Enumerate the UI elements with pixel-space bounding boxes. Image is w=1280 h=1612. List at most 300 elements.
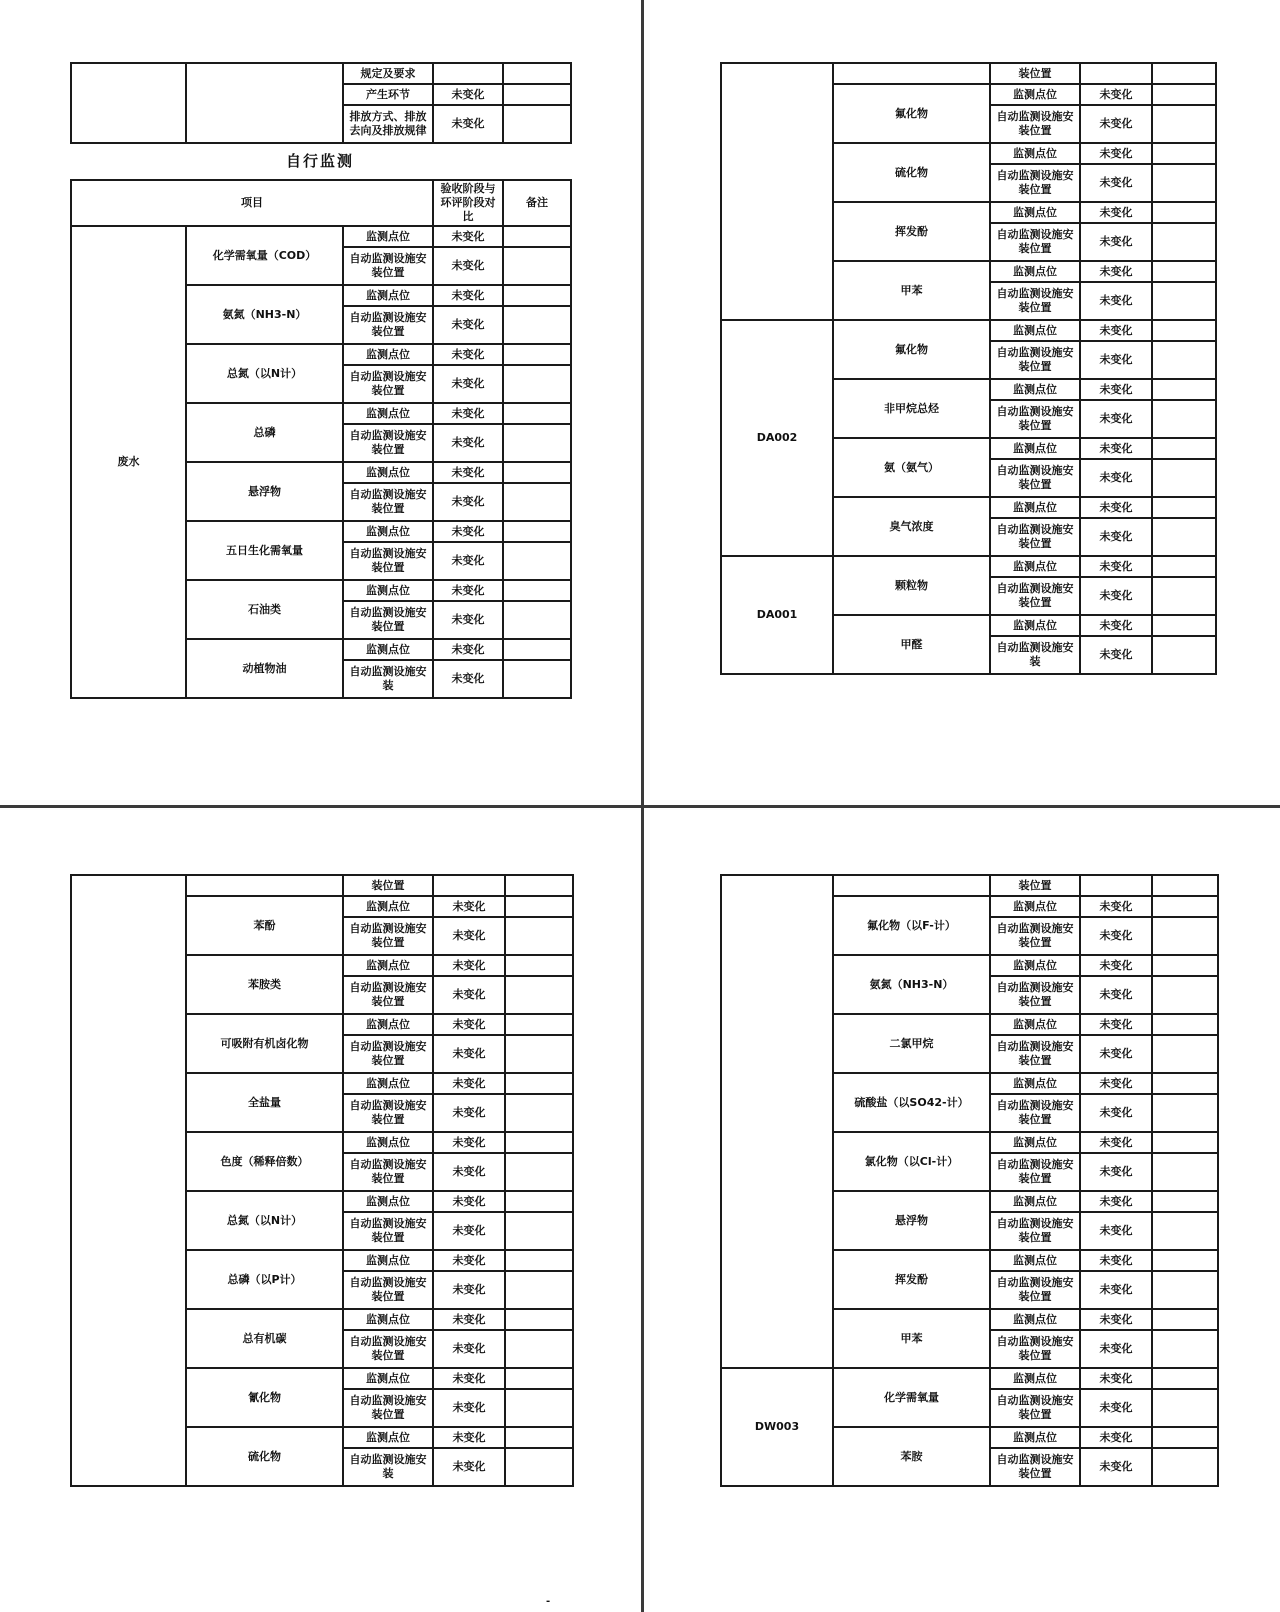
cell-item: 监测点位 (990, 497, 1080, 518)
cell-note (1152, 320, 1216, 341)
cell-pollutant: 臭气浓度 (833, 497, 990, 556)
cell-item: 监测点位 (990, 556, 1080, 577)
cell-item: 自动监测设施安装位置 (990, 1448, 1080, 1486)
cell-note (503, 84, 571, 105)
cell-pollutant: 氟化物 (833, 84, 990, 143)
cell-note (1152, 1094, 1218, 1132)
cell-note (505, 1389, 573, 1427)
cell-change: 未变化 (1080, 1014, 1152, 1035)
cell-pollutant: 氨氮（NH3-N） (186, 285, 343, 344)
cell-change: 未变化 (433, 285, 503, 306)
cell-note (1152, 636, 1216, 674)
cell-item: 装位置 (990, 875, 1080, 896)
cell-note (503, 226, 571, 247)
cell-change: 未变化 (1080, 84, 1152, 105)
table-body (721, 875, 1218, 1486)
cell-note (1152, 518, 1216, 556)
cell-change: 未变化 (433, 1271, 505, 1309)
cell-change: 未变化 (1080, 261, 1152, 282)
cell-item: 自动监测设施安装位置 (990, 400, 1080, 438)
cell-note (1152, 379, 1216, 400)
cell-category (71, 875, 186, 1486)
cell-pollutant: 悬浮物 (833, 1191, 990, 1250)
cell-item: 装位置 (343, 875, 433, 896)
cell-item: 监测点位 (343, 226, 433, 247)
cell-note (1152, 556, 1216, 577)
cell-item: 监测点位 (990, 320, 1080, 341)
cell-change: 未变化 (433, 1250, 505, 1271)
header-change: 验收阶段与环评阶段对比 (433, 180, 503, 226)
cell-item: 自动监测设施安装位置 (990, 577, 1080, 615)
table-row (71, 875, 573, 896)
cell-change: 未变化 (1080, 1191, 1152, 1212)
cell-note (1152, 459, 1216, 497)
cell-pollutant: 甲苯 (833, 1309, 990, 1368)
cell-note (505, 1212, 573, 1250)
cell-note (1152, 1073, 1218, 1094)
table-row (721, 875, 1218, 896)
cell-change: 未变化 (433, 580, 503, 601)
cell-note (1152, 577, 1216, 615)
cell-change: 未变化 (1080, 518, 1152, 556)
page-top-left (70, 62, 570, 699)
cell-item: 自动监测设施安装位置 (990, 1153, 1080, 1191)
cell-note (1152, 261, 1216, 282)
cell-item: 监测点位 (990, 1368, 1080, 1389)
cell-change: 未变化 (1080, 105, 1152, 143)
cell-change: 未变化 (1080, 1389, 1152, 1427)
cell-pollutant: 二氯甲烷 (833, 1014, 990, 1073)
cell-note (503, 365, 571, 403)
cell-note (1152, 438, 1216, 459)
cell-note (503, 247, 571, 285)
cell-item: 自动监测设施安装位置 (343, 1094, 433, 1132)
cell-item: 自动监测设施安装位置 (990, 164, 1080, 202)
cell-note (505, 1191, 573, 1212)
cell-change: 未变化 (1080, 955, 1152, 976)
cell-pollutant: 非甲烷总烃 (833, 379, 990, 438)
cell-pollutant: 总磷（以P计） (186, 1250, 343, 1309)
cell-pollutant: 化学需氧量 (833, 1368, 990, 1427)
cell-note (505, 976, 573, 1014)
cell-note (503, 344, 571, 365)
cell-change: 未变化 (1080, 917, 1152, 955)
cell-pollutant: 硫化物 (186, 1427, 343, 1486)
cell-item: 监测点位 (990, 84, 1080, 105)
cell-note (1152, 341, 1216, 379)
cell-pollutant: 苯胺类 (186, 955, 343, 1014)
cell-note (505, 1427, 573, 1448)
cell-note (505, 1153, 573, 1191)
cell-item: 自动监测设施安装位置 (990, 1271, 1080, 1309)
cell-note (1152, 202, 1216, 223)
cell-change (433, 875, 505, 896)
cell-note (503, 483, 571, 521)
cell-item: 自动监测设施安装位置 (343, 1271, 433, 1309)
table-continued (720, 874, 1219, 1487)
cell-note (503, 105, 571, 143)
page-bottom-left (70, 874, 572, 1487)
cell-note (503, 462, 571, 483)
cell-change: 未变化 (1080, 1271, 1152, 1309)
cell-note (1152, 1212, 1218, 1250)
cell-pollutant: 苯酚 (186, 896, 343, 955)
cell-note (1152, 282, 1216, 320)
cell-change: 未变化 (1080, 438, 1152, 459)
cell-change: 未变化 (1080, 1153, 1152, 1191)
cell-item: 自动监测设施安装位置 (990, 917, 1080, 955)
cell-item: 自动监测设施安装 (990, 636, 1080, 674)
cell-change: 未变化 (433, 1132, 505, 1153)
cell-item: 自动监测设施安装位置 (343, 365, 433, 403)
table-row (71, 226, 571, 247)
table-pre (70, 62, 572, 144)
cell-pollutant: 氯化物（以Cl-计） (833, 1132, 990, 1191)
cell-change: 未变化 (1080, 143, 1152, 164)
cell-change: 未变化 (1080, 1250, 1152, 1271)
cell-note (505, 1250, 573, 1271)
cell-item: 监测点位 (343, 344, 433, 365)
cell-category (721, 875, 833, 1368)
cell-category: DA002 (721, 320, 833, 556)
header-note: 备注 (503, 180, 571, 226)
cell-change: 未变化 (433, 1309, 505, 1330)
table-body (71, 226, 571, 698)
page-number: - (546, 1596, 551, 1607)
cell-pollutant: 化学需氧量（COD） (186, 226, 343, 285)
cell-change: 未变化 (433, 1073, 505, 1094)
cell-item: 监测点位 (343, 462, 433, 483)
cell-item: 自动监测设施安装 (343, 660, 433, 698)
cell-item: 自动监测设施安装位置 (990, 459, 1080, 497)
cell-item: 自动监测设施安装位置 (343, 917, 433, 955)
cell-note (1152, 1014, 1218, 1035)
cell-note (505, 875, 573, 896)
cell-change: 未变化 (433, 896, 505, 917)
cell-item: 监测点位 (343, 1309, 433, 1330)
cell-change: 未变化 (433, 483, 503, 521)
cell-pollutant: 氨氮（NH3-N） (833, 955, 990, 1014)
cell-item: 监测点位 (990, 379, 1080, 400)
cell-item: 监测点位 (343, 1014, 433, 1035)
cell-change: 未变化 (1080, 320, 1152, 341)
cell-change: 未变化 (433, 84, 503, 105)
cell-item: 规定及要求 (343, 63, 433, 84)
cell-change: 未变化 (433, 1330, 505, 1368)
cell-note (1152, 1330, 1218, 1368)
cell-change: 未变化 (433, 344, 503, 365)
cell-change: 未变化 (1080, 400, 1152, 438)
cell-note (503, 403, 571, 424)
cell-item: 自动监测设施安装位置 (343, 247, 433, 285)
cell-pollutant (186, 875, 343, 896)
cell-change: 未变化 (1080, 1427, 1152, 1448)
header-item: 项目 (71, 180, 433, 226)
cell-change: 未变化 (433, 365, 503, 403)
cell-change: 未变化 (1080, 202, 1152, 223)
cell-pollutant: 总氮（以N计） (186, 1191, 343, 1250)
cell-pollutant: 氟化物（以F-计） (833, 896, 990, 955)
cell-change: 未变化 (1080, 1309, 1152, 1330)
cell-note (1152, 1153, 1218, 1191)
cell-change: 未变化 (433, 226, 503, 247)
cell-pollutant (833, 63, 990, 84)
cell-item: 自动监测设施安装位置 (343, 483, 433, 521)
table-body (71, 875, 573, 1486)
cell-item: 自动监测设施安装位置 (990, 976, 1080, 1014)
cell-item: 自动监测设施安装位置 (990, 1094, 1080, 1132)
cell-change: 未变化 (433, 1035, 505, 1073)
cell-note (1152, 223, 1216, 261)
table-row (71, 63, 571, 84)
cell-change: 未变化 (433, 639, 503, 660)
cell-pollutant: 总氮（以N计） (186, 344, 343, 403)
cell-item: 监测点位 (343, 403, 433, 424)
cell-note (1152, 1250, 1218, 1271)
cell-item: 产生环节 (343, 84, 433, 105)
cell-category (721, 63, 833, 320)
cell-item: 自动监测设施安装 (343, 1448, 433, 1486)
cell-change: 未变化 (433, 660, 503, 698)
cell-change: 未变化 (433, 1368, 505, 1389)
cell-item: 自动监测设施安装位置 (343, 601, 433, 639)
cell-item: 自动监测设施安装位置 (343, 1330, 433, 1368)
cell-note (503, 639, 571, 660)
cell-note (1152, 143, 1216, 164)
cell-note (1152, 1427, 1218, 1448)
cell-pollutant: 甲醛 (833, 615, 990, 674)
cell-note (505, 1014, 573, 1035)
cell-change: 未变化 (433, 105, 503, 143)
cell-pollutant (833, 875, 990, 896)
cell-change: 未变化 (433, 1448, 505, 1486)
cell-note (505, 1271, 573, 1309)
cell-item: 监测点位 (343, 896, 433, 917)
cell-note (1152, 105, 1216, 143)
cell-change (433, 63, 503, 84)
cell-item: 监测点位 (990, 1309, 1080, 1330)
cell-note (505, 1368, 573, 1389)
cell-note (1152, 1035, 1218, 1073)
cell-item: 自动监测设施安装位置 (990, 223, 1080, 261)
cell-item: 监测点位 (343, 285, 433, 306)
cell-item: 自动监测设施安装位置 (343, 542, 433, 580)
cell-item: 监测点位 (990, 1073, 1080, 1094)
cell-item: 监测点位 (990, 143, 1080, 164)
cell-item: 监测点位 (990, 1250, 1080, 1271)
cell-item: 监测点位 (990, 955, 1080, 976)
cell-change: 未变化 (433, 1094, 505, 1132)
cell-item: 监测点位 (990, 1427, 1080, 1448)
cell-pollutant: 氨（氨气） (833, 438, 990, 497)
cell-note (505, 1330, 573, 1368)
cell-item: 排放方式、排放去向及排放规律 (343, 105, 433, 143)
cell-note (1152, 164, 1216, 202)
cell-item: 自动监测设施安装位置 (990, 1330, 1080, 1368)
cell-change: 未变化 (433, 1191, 505, 1212)
cell-change (1080, 875, 1152, 896)
cell-item: 自动监测设施安装位置 (343, 1389, 433, 1427)
cell-change: 未变化 (433, 601, 503, 639)
cell-note (1152, 1448, 1218, 1486)
cell-change: 未变化 (433, 976, 505, 1014)
cell-note (505, 1035, 573, 1073)
cell-item: 监测点位 (343, 955, 433, 976)
cell-pollutant: 氰化物 (186, 1368, 343, 1427)
cell-change: 未变化 (1080, 577, 1152, 615)
cell-item: 监测点位 (990, 1014, 1080, 1035)
cell-pollutant: 全盐量 (186, 1073, 343, 1132)
cell-note (1152, 400, 1216, 438)
cell-note (1152, 84, 1216, 105)
cell-item: 监测点位 (990, 202, 1080, 223)
cell-note (505, 896, 573, 917)
table-row (721, 320, 1216, 341)
cell-category: 废水 (71, 226, 186, 698)
cell-pollutant: 硫酸盐（以SO42-计） (833, 1073, 990, 1132)
cell-pollutant: 颗粒物 (833, 556, 990, 615)
cell-change: 未变化 (1080, 896, 1152, 917)
cell-item: 监测点位 (990, 615, 1080, 636)
cell-note (505, 1448, 573, 1486)
cell-pollutant: 硫化物 (833, 143, 990, 202)
cell-item: 监测点位 (343, 639, 433, 660)
cell-item: 监测点位 (343, 580, 433, 601)
cell-change: 未变化 (1080, 976, 1152, 1014)
cell-item: 自动监测设施安装位置 (990, 282, 1080, 320)
cell-pollutant: 动植物油 (186, 639, 343, 698)
cell-change: 未变化 (433, 306, 503, 344)
cell-note (503, 601, 571, 639)
cell-note (505, 955, 573, 976)
cell-item: 自动监测设施安装位置 (990, 1035, 1080, 1073)
cell-pollutant: 悬浮物 (186, 462, 343, 521)
cell-change: 未变化 (1080, 282, 1152, 320)
cell-change: 未变化 (1080, 1132, 1152, 1153)
cell-note (1152, 896, 1218, 917)
page-bottom-right (720, 874, 1217, 1487)
cell-change: 未变化 (1080, 1330, 1152, 1368)
table-continued (70, 874, 574, 1487)
cell-item: 自动监测设施安装位置 (343, 976, 433, 1014)
cell-pollutant: 总有机碳 (186, 1309, 343, 1368)
cell-change: 未变化 (433, 247, 503, 285)
cell-item: 监测点位 (343, 521, 433, 542)
cell-change: 未变化 (433, 1212, 505, 1250)
cell-item: 监测点位 (990, 1191, 1080, 1212)
cell-note (505, 1132, 573, 1153)
cell-item: 自动监测设施安装位置 (343, 424, 433, 462)
table-continued (720, 62, 1217, 675)
table-row (721, 556, 1216, 577)
cell-change: 未变化 (1080, 379, 1152, 400)
cell-item: 监测点位 (343, 1073, 433, 1094)
page-top-right (720, 62, 1215, 675)
cell-note (1152, 1389, 1218, 1427)
cell-item: 监测点位 (343, 1427, 433, 1448)
cell-pollutant: 色度（稀释倍数） (186, 1132, 343, 1191)
cell-note (1152, 1309, 1218, 1330)
cell-category: DA001 (721, 556, 833, 674)
table-row (721, 63, 1216, 84)
cell-change: 未变化 (1080, 459, 1152, 497)
cell-note (1152, 63, 1216, 84)
cell-item: 自动监测设施安装位置 (990, 1212, 1080, 1250)
cell-item: 监测点位 (990, 1132, 1080, 1153)
cell-item: 自动监测设施安装位置 (990, 518, 1080, 556)
cell-change: 未变化 (433, 955, 505, 976)
cell-change: 未变化 (1080, 223, 1152, 261)
cell-pollutant: 氟化物 (833, 320, 990, 379)
cell-change: 未变化 (1080, 1212, 1152, 1250)
cell-note (1152, 1191, 1218, 1212)
cell-change: 未变化 (433, 424, 503, 462)
cell-change: 未变化 (433, 542, 503, 580)
cell-note (1152, 615, 1216, 636)
cell-pollutant: 可吸附有机卤化物 (186, 1014, 343, 1073)
cell-change: 未变化 (1080, 1035, 1152, 1073)
cell-note (1152, 955, 1218, 976)
cell-note (503, 521, 571, 542)
cell-change: 未变化 (433, 1014, 505, 1035)
cell-change: 未变化 (1080, 1448, 1152, 1486)
cell-change (1080, 63, 1152, 84)
cell-change: 未变化 (433, 1153, 505, 1191)
cell-note (1152, 1368, 1218, 1389)
cell-note (1152, 976, 1218, 1014)
cell-note (505, 1073, 573, 1094)
cell-note (1152, 875, 1218, 896)
cell-change: 未变化 (1080, 1368, 1152, 1389)
cell-change: 未变化 (1080, 556, 1152, 577)
cell-pollutant: 挥发酚 (833, 1250, 990, 1309)
cell-pollutant: 总磷 (186, 403, 343, 462)
cell-note (1152, 1271, 1218, 1309)
cell-note (503, 285, 571, 306)
cell-empty (71, 63, 186, 143)
cell-note (503, 424, 571, 462)
cell-change: 未变化 (1080, 636, 1152, 674)
cell-pollutant: 甲苯 (833, 261, 990, 320)
cell-item: 装位置 (990, 63, 1080, 84)
cell-note (503, 580, 571, 601)
cell-pollutant: 挥发酚 (833, 202, 990, 261)
cell-item: 监测点位 (343, 1191, 433, 1212)
cell-item: 监测点位 (990, 438, 1080, 459)
cell-item: 自动监测设施安装位置 (343, 1153, 433, 1191)
cell-change: 未变化 (433, 1427, 505, 1448)
cell-note (503, 306, 571, 344)
cell-note (1152, 1132, 1218, 1153)
cell-item: 监测点位 (343, 1250, 433, 1271)
cell-item: 自动监测设施安装位置 (990, 105, 1080, 143)
table-self-monitoring (70, 179, 572, 699)
cell-change: 未变化 (433, 521, 503, 542)
cell-change: 未变化 (433, 917, 505, 955)
cell-note (1152, 497, 1216, 518)
cell-item: 自动监测设施安装位置 (990, 1389, 1080, 1427)
cell-note (505, 917, 573, 955)
cell-note (505, 1309, 573, 1330)
cell-item: 自动监测设施安装位置 (343, 1212, 433, 1250)
cell-item: 监测点位 (990, 261, 1080, 282)
cell-pollutant: 五日生化需氧量 (186, 521, 343, 580)
cell-note (503, 660, 571, 698)
cell-item: 监测点位 (343, 1368, 433, 1389)
cell-item: 监测点位 (990, 896, 1080, 917)
cell-change: 未变化 (433, 403, 503, 424)
cell-note (503, 63, 571, 84)
